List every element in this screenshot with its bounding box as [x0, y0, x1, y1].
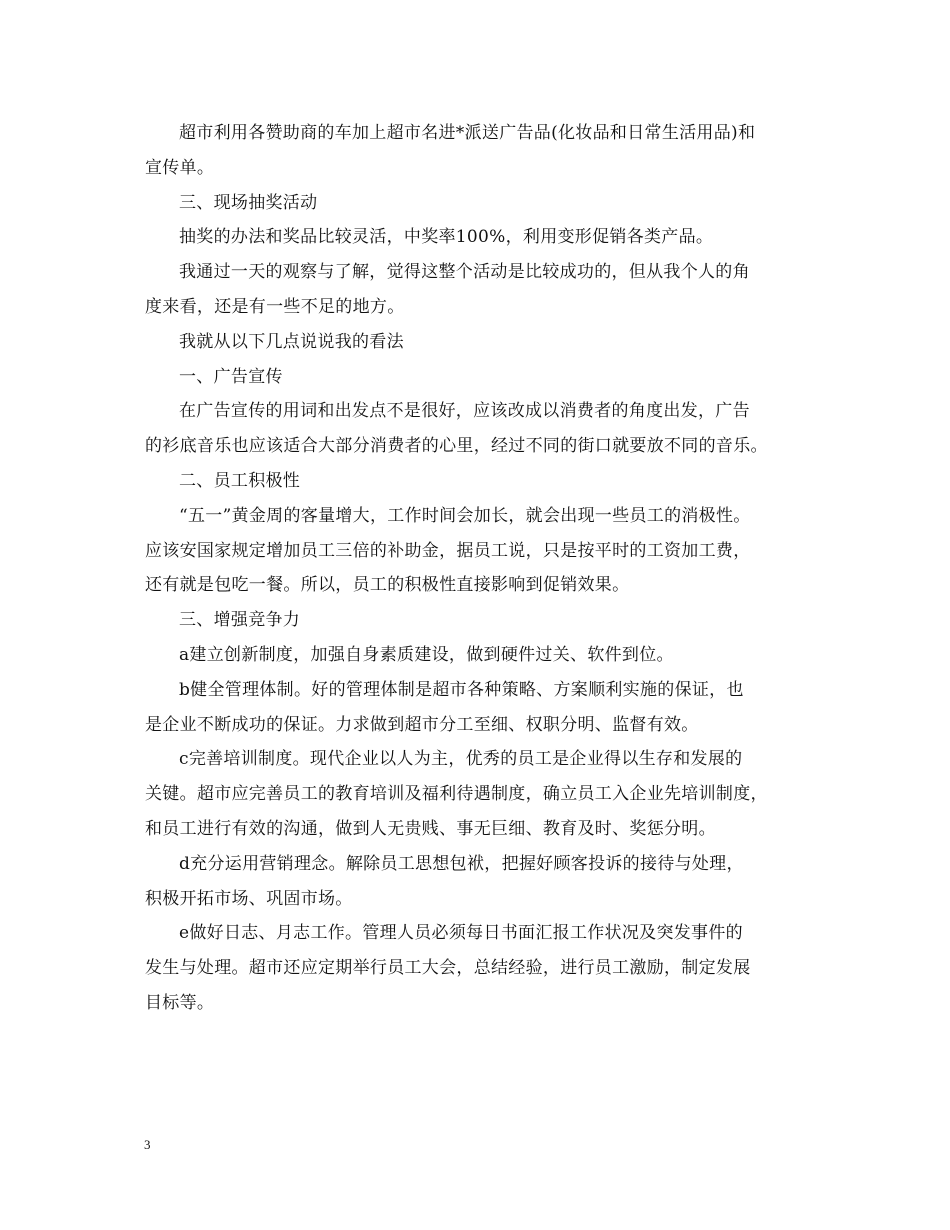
paragraph-line: 一、广告宣传 [179, 366, 283, 387]
paragraph-line: 三、现场抽奖活动 [179, 192, 318, 213]
paragraph [145, 847, 807, 917]
paragraph-line: 的衫底音乐也应该适合大部分消费者的心里，经过不同的街口就要放不同的音乐。 [145, 436, 768, 457]
paragraph-line: e做好日志、月志工作。管理人员必须每日书面汇报工作状况及突发事件的 [179, 923, 743, 944]
paragraph-line: 我通过一天的观察与了解，觉得这整个活动是比较成功的，但从我个人的角 [179, 262, 750, 283]
paragraph-line: 二、员工积极性 [179, 470, 301, 491]
paragraph-line: 三、增强竞争力 [179, 610, 301, 631]
paragraph-line: 度来看，还是有一些不足的地方。 [145, 296, 405, 317]
paragraph-line: “五一”黄金周的客量增大，工作时间会加长，就会出现一些员工的消极性。 [179, 505, 751, 526]
paragraph [145, 220, 807, 255]
paragraph-line: 和员工进行有效的沟通，做到人无贵贱、事无巨细、教育及时、奖惩分明。 [145, 818, 716, 839]
paragraph-line: 发生与处理。超市还应定期举行员工大会，总结经验，进行员工激励，制定发展 [145, 958, 751, 979]
document-body [145, 116, 807, 1021]
paragraph-line: 积极开拓市场、巩固市场。 [145, 888, 353, 909]
paragraph [145, 116, 807, 186]
paragraph [145, 673, 807, 743]
paragraph-line: 在广告宣传的用词和出发点不是很好，应该改成以消费者的角度出发，广告 [179, 401, 750, 422]
paragraph [145, 255, 807, 325]
paragraph-line: 我就从以下几点说说我的看法 [179, 331, 404, 352]
paragraph [145, 638, 807, 673]
paragraph [145, 186, 807, 221]
paragraph [145, 464, 807, 499]
paragraph-line: 是企业不断成功的保证。力求做到超市分工至细、权职分明、监督有效。 [145, 714, 699, 735]
paragraph-line: 超市利用各赞助商的车加上超市名进*派送广告品(化妆品和日常生活用品)和 [179, 123, 756, 143]
paragraph-line: 目标等。 [145, 992, 215, 1013]
paragraph-line: 关键。超市应完善员工的教育培训及福利待遇制度，确立员工入企业先培训制度， [145, 784, 768, 805]
paragraph-line: 应该安国家规定增加员工三倍的补助金，据员工说，只是按平时的工资加工费， [145, 540, 751, 561]
paragraph [145, 916, 807, 1020]
page-number: 3 [144, 1137, 151, 1152]
paragraph [145, 394, 807, 464]
paragraph-line: a建立创新制度，加强自身素质建设，做到硬件过关、软件到位。 [179, 644, 674, 665]
paragraph-line: 还有就是包吃一餐。所以，员工的积极性直接影响到促销效果。 [145, 575, 630, 596]
paragraph-line: c完善培训制度。现代企业以人为主，优秀的员工是企业得以生存和发展的 [179, 749, 743, 770]
paragraph-line: 宣传单。 [145, 157, 215, 178]
paragraph [145, 499, 807, 603]
paragraph [145, 603, 807, 638]
paragraph-line: 抽奖的办法和奖品比较灵活，中奖率100%，利用变形促销各类产品。 [179, 227, 714, 248]
paragraph [145, 325, 807, 360]
paragraph-line: b健全管理体制。好的管理体制是超市各种策略、方案顺利实施的保证，也 [179, 679, 744, 700]
paragraph [145, 360, 807, 395]
paragraph [145, 742, 807, 846]
paragraph-line: d充分运用营销理念。解除员工思想包袱，把握好顾客投诉的接待与处理， [179, 853, 744, 874]
